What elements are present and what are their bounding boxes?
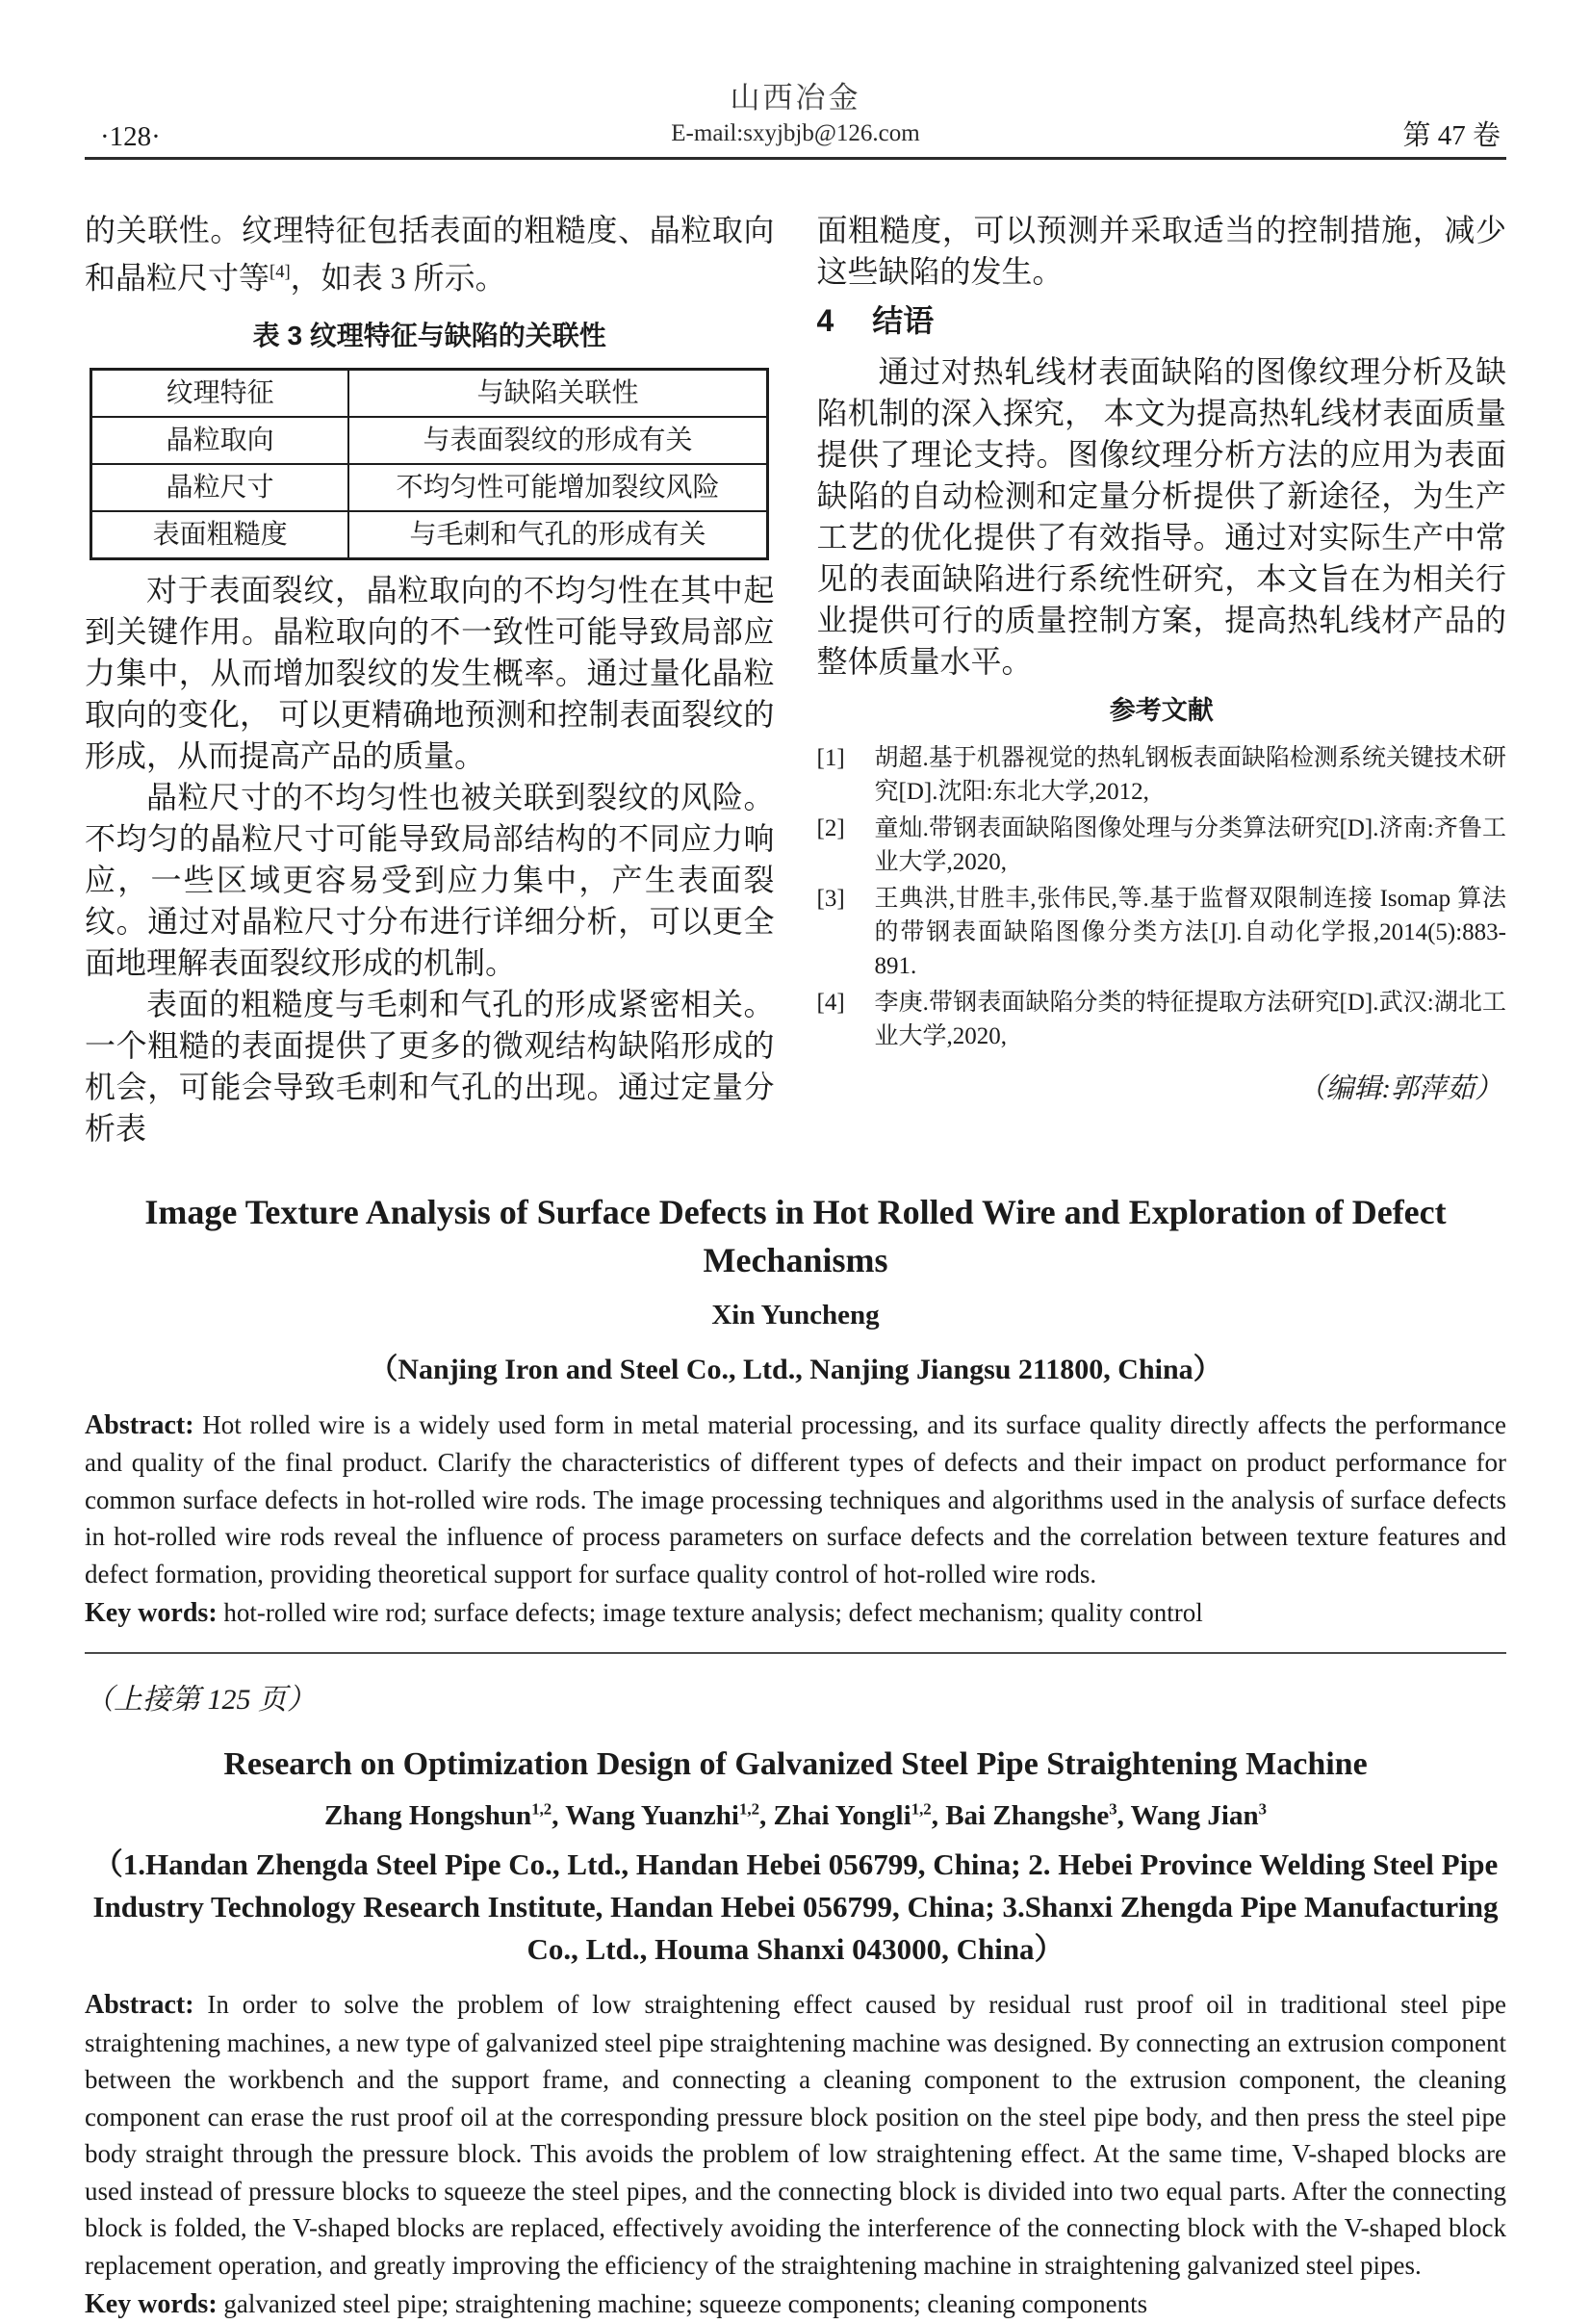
conclusion-paragraph: 通过对热轧线材表面缺陷的图像纹理分析及缺陷机制的深入探究， 本文为提高热轧线材表面质量提供了理论支持。图像纹理分析方法的应用为表面缺陷的自动检测和定量分析提供了新途径，为生产工艺的优化提供了有效指导。通过对实际生产中常见的表面缺陷进行系统性研究，本文旨在为相关行业提供可行的质量控制方案，提高热轧线材产品的整体质量水平。 <box>816 354 1506 679</box>
citation-superscript: [4] <box>269 262 291 282</box>
author-affil-superscript: 1,2 <box>911 1799 932 1819</box>
table3-caption: 表 3 纹理特征与缺陷的关联性 <box>252 320 606 350</box>
article1-author: Xin Yuncheng <box>711 1299 880 1330</box>
author-name: Zhang Hongshun$^{1,2}$, <box>323 1799 566 1832</box>
section-heading-conclusion <box>817 300 1507 342</box>
table-row <box>91 464 768 511</box>
abstract-text: In order to solve the problem of low straightening effect caused by residual rust proof oil in traditional steel pipe straightening machines, a new type of galvanized steel pipe straightening machine was designed. By connecting an extrusion component between the workbench and the support frame, and connecting a cleaning component to the extrusion component, the cleaning component can erase the rust proof oil at the corresponding pressure block position on the steel pipe body, and then press the steel pipe body straight through the pressure block. This avoids the problem of low straightening effect. At the same time, V-shaped blocks are used instead of pressure blocks to squeeze the steel pipes, and the connecting block is divided into two equal parts. After the connecting block is folded, the V-shaped blocks are replaced, effectively avoiding the interference of the connecting block with the V-shaped block replacement operation, and greatly improving the efficiency of the straightening machine in straightening galvanized steel pipes. <box>85 1990 1507 2280</box>
reference-item <box>817 812 1507 879</box>
table-cell: 晶粒尺寸 <box>91 464 348 511</box>
section-number: 4 <box>816 303 834 338</box>
page-number: ·128· <box>100 121 161 152</box>
paragraph-continuation: 面粗糙度，可以预测并采取适当的控制措施，减少这些缺陷的发生。 <box>816 213 1506 289</box>
article1-title: Image Texture Analysis of Surface Defects in Hot Rolled Wire and Exploration of Defect Mechanisms <box>144 1192 1447 1279</box>
right-column <box>817 210 1507 1149</box>
table-header-cell: 与缺陷关联性 <box>348 369 768 417</box>
table-cell: 与毛刺和气孔的形成有关 <box>348 511 768 559</box>
article2-affiliation: （1.Handan Zhengda Steel Pipe Co., Ltd., Handan Hebei 056799, China; 2. Hebei Province Welding Steel Pipe Industry Technology Research Institute, Handan Hebei 056799, China; 3.Shanxi Zhengda Pipe Manufacturing Co., Ltd., Houma Shanxi 043000, China） <box>92 1847 1499 1967</box>
reference-item <box>817 882 1507 983</box>
body-paragraph: 表面的粗糙度与毛刺和气孔的形成紧密相关。一个粗糙的表面提供了更多的微观结构缺陷形成的机会，可能会导致毛刺和气孔的出现。通过定量分析表 <box>85 986 775 1146</box>
continuation-note: （上接第 125 页） <box>85 1683 316 1716</box>
article1-affiliation: （Nanjing Iron and Steel Co., Ltd., Nanjing Jiangsu 211800, China） <box>369 1353 1222 1385</box>
article2-abstract <box>85 1986 1506 2284</box>
references-heading: 参考文献 <box>1109 696 1214 725</box>
table3 <box>90 368 769 560</box>
left-column <box>85 210 775 1149</box>
keywords-label: Key words: <box>85 1598 218 1629</box>
reference-text: 胡超.基于机器视觉的热轧钢板表面缺陷检测系统关键技术研究[D].沈阳:东北大学,2012, <box>874 745 1506 805</box>
table-header-row <box>91 369 768 417</box>
section-title: 结语 <box>872 303 935 338</box>
article-divider-rule <box>85 1652 1506 1654</box>
body-paragraph: 晶粒尺寸的不均匀性也被关联到裂纹的风险。不均匀的晶粒尺寸可能导致局部结构的不同应力响应，一些区域更容易受到应力集中，产生表面裂纹。通过对晶粒尺寸分布进行详细分析，可以更全面地理解表面裂纹形成的机制。 <box>85 779 775 980</box>
paragraph-continuation: 的关联性。纹理特征包括表面的粗糙度、晶粒取向和晶粒尺寸等[4]，如表 3 所示。 <box>85 213 775 296</box>
reference-text: 李庚.带钢表面缺陷分类的特征提取方法研究[D].武汉:湖北工业大学,2020, <box>874 990 1506 1049</box>
body-paragraph: 对于表面裂纹，晶粒取向的不均匀性在其中起到关键作用。晶粒取向的不一致性可能导致局部应力集中，从而增加裂纹的发生概率。通过量化晶粒取向的变化， 可以更精确地预测和控制表面裂纹的形成，从而提高产品的质量。 <box>85 572 775 773</box>
article1-abstract <box>85 1407 1506 1593</box>
journal-name: 山西冶金 <box>730 81 861 115</box>
article1-keywords <box>85 1594 1506 1633</box>
reference-label: [4] <box>816 990 845 1016</box>
article1-english-block <box>85 1188 1506 1633</box>
reference-item <box>817 741 1507 809</box>
reference-text: 王典洪,甘胜丰,张伟民,等.基于监督双限制连接 Isomap 算法的带钢表面缺陷图像分类方法[J].自动化学报,2014(5):883-891. <box>874 886 1506 979</box>
author-name: Wang Jian$^3$ <box>1130 1799 1268 1832</box>
author-affil-superscript: 3 <box>1258 1799 1268 1819</box>
author-name: Wang Yuanzhi$^{1,2}$, <box>565 1799 774 1832</box>
reference-item <box>817 986 1507 1053</box>
abstract-label: Abstract: <box>85 1990 194 2021</box>
author-name: Bai Zhangshe$^3$, <box>945 1799 1131 1832</box>
reference-text: 童灿.带钢表面缺陷图像处理与分类算法研究[D].济南:齐鲁工业大学,2020, <box>874 815 1506 875</box>
editor-note: （编辑:郭萍茹） <box>1297 1073 1502 1104</box>
author-affil-superscript: 1,2 <box>738 1799 759 1819</box>
abstract-label: Abstract: <box>85 1409 194 1440</box>
keywords-label: Key words: <box>85 2289 218 2320</box>
reference-label: [2] <box>816 815 845 841</box>
table-header-cell: 纹理特征 <box>91 369 348 417</box>
table-cell: 与表面裂纹的形成有关 <box>348 417 768 464</box>
author-affil-superscript: 1,2 <box>531 1799 552 1819</box>
reference-label: [3] <box>816 886 845 912</box>
table-row <box>91 417 768 464</box>
table-cell: 晶粒取向 <box>91 417 348 464</box>
author-affil-superscript: 3 <box>1109 1799 1117 1819</box>
two-column-body <box>85 210 1506 1149</box>
article2-authors <box>85 1800 1506 1833</box>
running-head <box>85 73 1506 160</box>
keywords-text: galvanized steel pipe; straightening machine; squeeze components; cleaning components <box>223 2289 1148 2319</box>
keywords-text: hot-rolled wire rod; surface defects; image texture analysis; defect mechanism; quality control <box>223 1598 1203 1628</box>
article2-keywords <box>85 2285 1506 2324</box>
table-cell: 表面粗糙度 <box>91 511 348 559</box>
reference-label: [1] <box>816 745 845 771</box>
article2-title: Research on Optimization Design of Galvanized Steel Pipe Straightening Machine <box>223 1745 1368 1782</box>
journal-email: E-mail:sxyjbjb@126.com <box>671 120 920 146</box>
table-cell: 不均匀性可能增加裂纹风险 <box>348 464 768 511</box>
table-row <box>91 511 768 559</box>
author-name: Zhai Yongli$^{1,2}$, <box>773 1799 946 1832</box>
article2-english-block <box>85 1741 1506 2324</box>
abstract-text: Hot rolled wire is a widely used form in metal material processing, and its surface quality directly affects the performance and quality of the final product. Clarify the characteristics of different types of defects and their impact on product performance for common surface defects in hot-rolled wire rods. The image processing techniques and algorithms used in the analysis of surface defects in hot-rolled wire rods reveal the influence of process parameters on surface defects and the correlation between texture features and defect formation, providing theoretical support for surface quality control of hot-rolled wire rods. <box>85 1409 1507 1588</box>
volume-label: 第 47 卷 <box>1402 120 1501 151</box>
references-list <box>817 741 1507 1053</box>
